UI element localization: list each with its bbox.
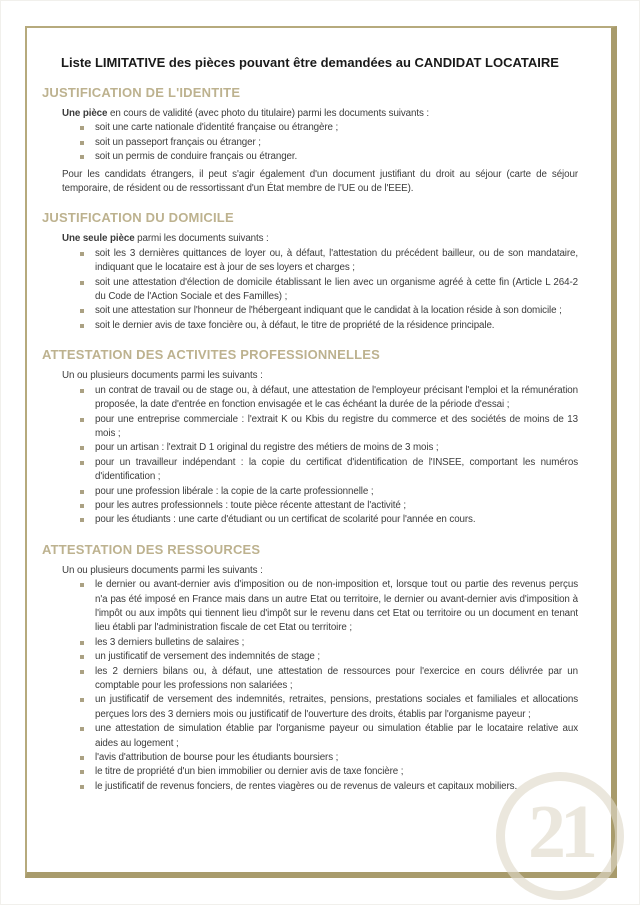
document-section (42, 347, 578, 527)
bullet-square-icon (80, 446, 84, 450)
bullet-square-icon (80, 583, 84, 587)
bullet-square-icon (80, 641, 84, 645)
bullet-square-icon (80, 518, 84, 522)
item-list (62, 247, 578, 333)
item-text: soit les 3 dernières quittances de loyer ou, à défaut, l'attestation du précédent bailleur, ou de son mandataire, indiquant que le locataire est à jour de ses loyers et charges ; (95, 247, 578, 274)
list-item (62, 456, 578, 485)
intro-text: en cours de validité (avec photo du titulaire) parmi les documents suivants : (107, 108, 430, 119)
bullet-square-icon (80, 252, 84, 256)
list-item (62, 693, 578, 722)
item-text: une attestation de simulation établie par l'organisme payeur ou simulation établie par le locataire relative aux aides au logement ; (95, 723, 578, 749)
list-item (62, 150, 578, 164)
document-content (27, 54, 611, 794)
item-text: les 3 derniers bulletins de salaires ; (95, 636, 245, 648)
section-intro (62, 564, 578, 578)
bullet-square-icon (80, 727, 84, 731)
item-text: soit le dernier avis de taxe foncière ou, à défaut, le titre de propriété de la résidence principale. (95, 319, 495, 331)
section-intro (62, 107, 578, 121)
item-text: pour les étudiants : une carte d'étudiant ou un certificat de scolarité pour l'année en cours. (95, 514, 476, 526)
document-frame (25, 26, 617, 878)
bullet-square-icon (80, 309, 84, 313)
list-item (62, 499, 578, 513)
intro-lead-bold: Une pièce (62, 108, 108, 119)
list-item (62, 121, 578, 135)
item-text: l'avis d'attribution de bourse pour les étudiants boursiers ; (95, 752, 339, 764)
list-item (62, 636, 578, 650)
intro-lead-bold: Une seule pièce (62, 233, 135, 245)
bullet-square-icon (80, 389, 84, 393)
list-item (62, 765, 578, 779)
item-text: le titre de propriété d'un bien immobilier ou dernier avis de taxe foncière ; (95, 766, 404, 778)
section-heading: JUSTIFICATION DU DOMICILE (42, 210, 234, 226)
item-text: soit une attestation d'élection de domicile établissant le lien avec un organisme agréé à cette fin (Article L 264-2 du Code de l'Action Sociale et des Familles) ; (95, 276, 578, 303)
list-item (62, 513, 578, 527)
bullet-square-icon (80, 785, 84, 789)
watermark-number: 21 (528, 790, 592, 875)
bullet-square-icon (80, 670, 84, 674)
list-item (62, 276, 578, 305)
item-text: soit un passeport français ou étranger ; (95, 136, 261, 148)
section-heading: ATTESTATION DES ACTIVITES PROFESSIONNELLES (42, 347, 380, 363)
list-item (62, 751, 578, 765)
item-list (62, 384, 578, 528)
item-text: soit une attestation sur l'honneur de l'hébergeant indiquant que le candidat à la location réside à son domicile ; (95, 305, 562, 317)
item-text: pour les autres professionnels : toute pièce récente attestant de l'activité ; (95, 499, 407, 511)
item-text: le justificatif de revenus fonciers, de rentes viagères ou de revenus de valeurs et capitaux mobiliers. (95, 780, 518, 792)
bullet-square-icon (80, 490, 84, 494)
page-title: Liste LIMITATIVE des pièces pouvant être demandées au CANDIDAT LOCATAIRE (61, 55, 559, 70)
bullet-square-icon (80, 756, 84, 760)
list-item (62, 578, 578, 636)
list-item (62, 413, 578, 442)
document-section (42, 210, 578, 333)
bullet-square-icon (80, 281, 84, 285)
section-footnote: Pour les candidats étrangers, il peut s'agir également d'un document justifiant du droit au séjour (carte de séjour temporaire, de résident ou de ressortissant d'un État membre de l'UE ou de l'EEE). (62, 168, 578, 195)
list-item (62, 650, 578, 664)
list-item (62, 665, 578, 694)
bullet-square-icon (80, 504, 84, 508)
item-text: un contrat de travail ou de stage ou, à défaut, une attestation de l'employeur précisant l'emploi et la rémunération proposée, la date d'entrée en fonction envisagée et le cas échéant la durée de la période d'essai ; (95, 384, 578, 411)
item-text: le dernier ou avant-dernier avis d'imposition ou de non-imposition et, lorsque tout ou partie des revenus perçus n'a pas été imposé en France mais dans un autre Etat ou territoire, le dernier ou avant-dernier avis d'imposition à l'impôt ou aux impôts qui tiennent lieu d'impôt sur le revenu dans cet Etat ou territoire ou un document en tenant lieu établi par l'administration fiscale de cet Etat ou territoire ; (95, 579, 578, 634)
list-item (62, 319, 578, 333)
item-text: pour une entreprise commerciale : l'extrait K ou Kbis du registre du commerce et des sociétés de moins de 13 mois ; (95, 413, 578, 439)
item-text: pour une profession libérale : la copie de la carte professionnelle ; (95, 485, 374, 497)
section-intro (62, 369, 578, 383)
item-text: un justificatif de versement des indemnités, retraites, pensions, prestations sociales et familiales et allocations perçues lors des 3 derniers mois ou justificatif de l'ouverture des droits, établis par l'organisme payeur ; (95, 694, 578, 720)
item-list (62, 578, 578, 794)
item-text: soit une carte nationale d'identité française ou étrangère ; (95, 122, 339, 134)
bullet-square-icon (80, 770, 84, 774)
list-item (62, 304, 578, 318)
list-item (62, 441, 578, 455)
document-section (42, 85, 578, 196)
intro-text: Un ou plusieurs documents parmi les suivants : (62, 370, 263, 382)
bullet-square-icon (80, 655, 84, 659)
list-item (62, 247, 578, 276)
item-text: pour un artisan : l'extrait D 1 original du registre des métiers de moins de 3 mois ; (95, 442, 439, 454)
intro-text: Un ou plusieurs documents parmi les suivants : (62, 564, 263, 576)
bullet-square-icon (80, 126, 84, 130)
item-text: un justificatif de versement des indemnités de stage ; (95, 651, 320, 663)
sections (42, 85, 578, 794)
list-item (62, 136, 578, 150)
item-text: soit un permis de conduire français ou étranger. (95, 151, 298, 163)
item-list (62, 121, 578, 164)
section-intro (62, 232, 578, 246)
bullet-square-icon (80, 418, 84, 422)
section-heading: ATTESTATION DES RESSOURCES (42, 541, 261, 557)
bullet-square-icon (80, 155, 84, 159)
item-text: pour un travailleur indépendant : la copie du certificat d'identification de l'INSEE, comportant les numéros d'identification ; (95, 456, 578, 483)
intro-text: parmi les documents suivants : (134, 233, 269, 245)
bullet-square-icon (80, 461, 84, 465)
document-section (42, 542, 578, 795)
bullet-square-icon (80, 698, 84, 702)
item-text: les 2 derniers bilans ou, à défaut, une attestation de ressources pour l'exercice en cours délivrée par un comptable pour les professions non salariées ; (95, 665, 578, 691)
list-item (62, 722, 578, 751)
bullet-square-icon (80, 324, 84, 328)
list-item (62, 780, 578, 794)
bullet-square-icon (80, 141, 84, 145)
section-heading: JUSTIFICATION DE L'IDENTITE (42, 85, 241, 100)
list-item (62, 485, 578, 499)
list-item (62, 384, 578, 413)
